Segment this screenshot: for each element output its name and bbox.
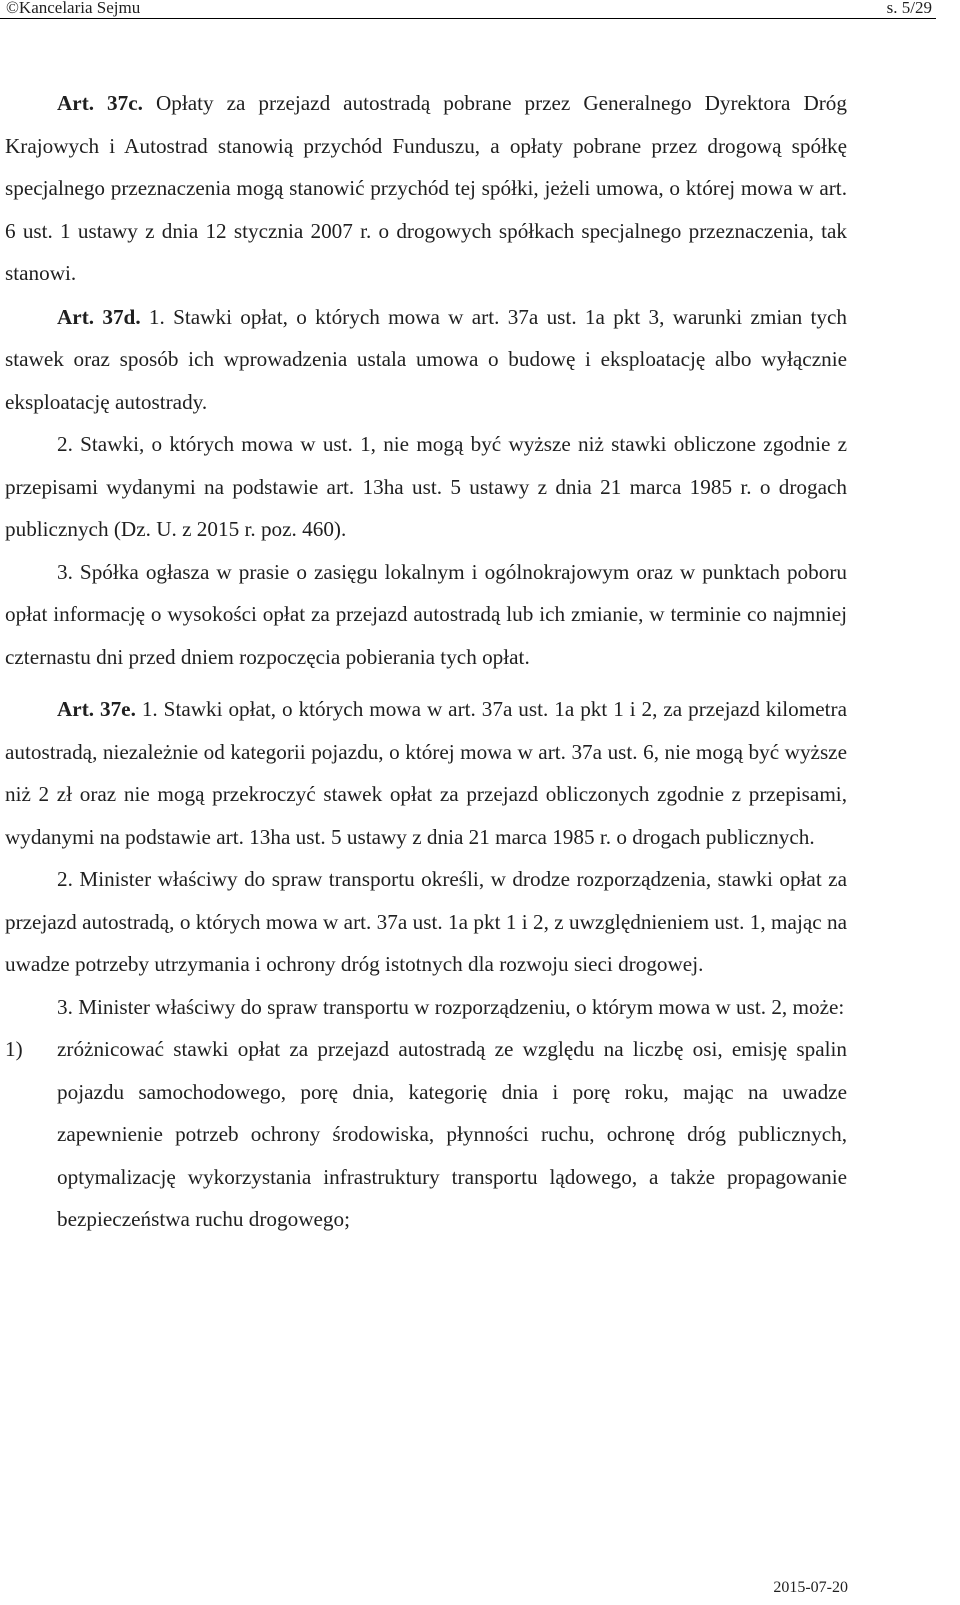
paragraph-text: 1. Stawki opłat, o których mowa w art. 37a ust. 1a pkt 1 i 2, za przejazd kilometra autostradą, niezależnie od kategorii pojazdu, o której mowa w art. 37a ust. 6, nie mogą być wyższe niż 2 zł oraz nie mogą przekroczyć stawek opłat za przejazd obliczonych zgodnie z przepisami, wydanymi na podstawie art. 13ha ust. 5 ustawy z dnia 21 marca 1985 r. o drogach publicznych.	[5, 697, 847, 849]
article-37e-p1	[5, 688, 847, 858]
article-37d-p3: 3. Spółka ogłasza w prasie o zasięgu lokalnym i ogólnokrajowym oraz w punktach poboru opłat informację o wysokości opłat za przejazd autostradą lub ich zmianie, w terminie co najmniej czternastu dni przed dniem rozpoczęcia pobierania tych opłat.	[5, 559, 847, 669]
article-37e-p2: 2. Minister właściwy do spraw transportu określi, w drodze rozporządzenia, stawki opłat za przejazd autostradą, o których mowa w art. 37a ust. 1a pkt 1 i 2, z uwzględnieniem ust. 1, mając na uwadze potrzeby utrzymania i ochrony dróg istotnych dla rozwoju sieci drogowej.	[5, 867, 847, 976]
document-date: 2015-07-20	[773, 1579, 848, 1596]
article-37d-p2: 2. Stawki, o których mowa w ust. 1, nie mogą być wyższe niż stawki obliczone zgodnie z przepisami wydanymi na podstawie art. 13ha ust. 5 ustawy z dnia 21 marca 1985 r. o drogach publicznych (Dz. U. z 2015 r. poz. 460).	[5, 432, 847, 541]
document-body	[5, 82, 847, 1241]
paragraph-text: 1. Stawki opłat, o których mowa w art. 37a ust. 1a pkt 3, warunki zmian tych stawek oraz sposób ich wprowadzenia ustala umowa o budowę i eksploatację albo wyłącznie eksploatację autostrady.	[5, 304, 848, 414]
page-number: s. 5/29	[886, 0, 932, 17]
article-text: Opłaty za przejazd autostradą pobrane przez Generalnego Dyrektora Dróg Krajowych i Autostrad stanowią przychód Funduszu, a opłaty pobrane przez drogową spółkę specjalnego przeznaczenia mogą stanowić przychód tej spółki, jeżeli umowa, o której mowa w art. 6 ust. 1 ustawy z dnia 12 stycznia 2007 r. o drogowych spółkach specjalnego przeznaczenia, tak stanowi.	[5, 91, 847, 285]
article-37c	[5, 82, 847, 295]
article-37d-p1	[5, 296, 847, 424]
list-item	[5, 1028, 847, 1241]
page-header	[0, 0, 936, 19]
list-item-text: zróżnicować stawki opłat za przejazd autostradą ze względu na liczbę osi, emisję spalin pojazdu samochodowego, porę dnia, kategorię dnia i porę roku, mając na uwadze zapewnienie potrzeb ochrony środowiska, płynności ruchu, ochronę dróg publicznych, optymalizację wykorzystania infrastruktury transportu lądowego, a także propagowanie bezpieczeństwa ruchu drogowego;	[57, 1037, 847, 1231]
article-label: Art. 37c.	[57, 91, 143, 115]
copyright-label: ©Kancelaria Sejmu	[6, 0, 141, 17]
article-37e-p3: 3. Minister właściwy do spraw transportu w rozporządzeniu, o którym mowa w ust. 2, może:	[57, 994, 845, 1019]
article-label: Art. 37d.	[57, 304, 141, 329]
list-item-number: 1)	[5, 1037, 23, 1061]
article-label: Art. 37e.	[57, 697, 136, 721]
